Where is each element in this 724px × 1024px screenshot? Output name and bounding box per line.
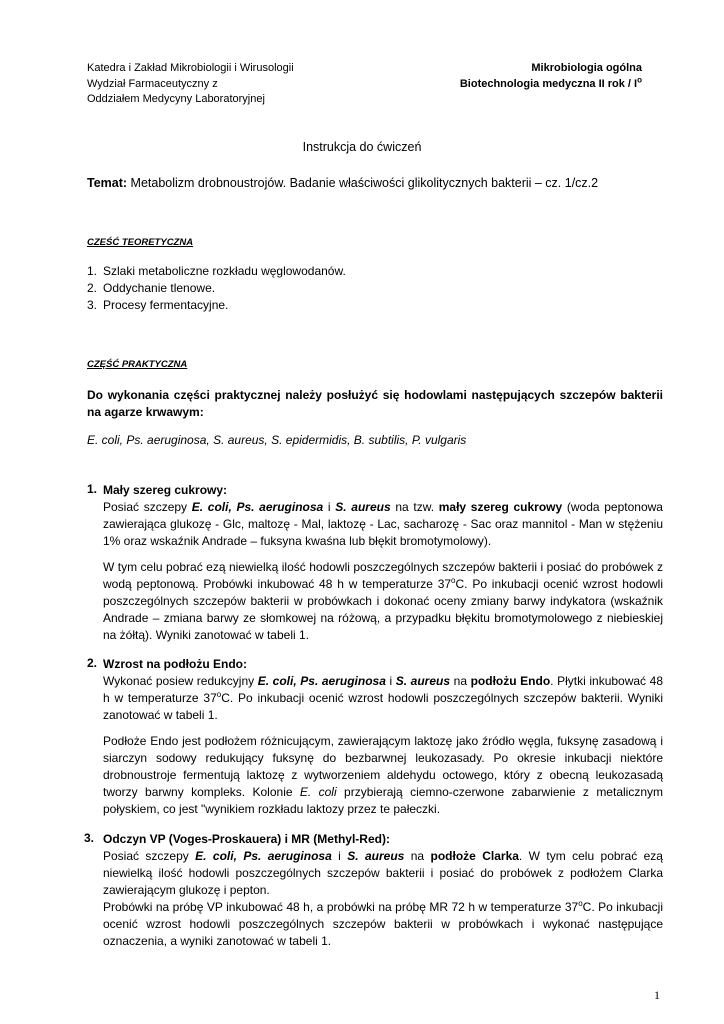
header-left-line2: Wydział Farmaceutyczny z (87, 77, 218, 90)
header-institution (87, 61, 294, 108)
topic-line (87, 176, 598, 190)
item2-number: 2. (87, 656, 98, 670)
item3-heading: Odczyn VP (Voges-Proskauera) i MR (Methyl-Red): (103, 832, 390, 846)
item3-paragraph1: Posiać szczepy E. coli, Ps. aeruginosa i S. aureus na podłoże Clarka. W tym celu pobrać ezą niewielką ilość hodowli poszczególnych szczepów bakterii i posiać do probówek z podłożem Clarka zawierającym glukozę i pepton. (103, 849, 663, 897)
item3-block (103, 831, 663, 950)
header-left-line1: Katedra i Zakład Mikrobiologii i Wirusologii (87, 62, 294, 74)
header-course (460, 61, 642, 92)
page-number: 1 (654, 988, 660, 1002)
list-item: 1. Szlaki metaboliczne rozkładu węglowodanów. (87, 264, 346, 278)
header-right-line1: Mikrobiologia ogólna (531, 62, 642, 74)
page-title: Instrukcja do ćwiczeń (302, 140, 422, 154)
item3-number: 3. (84, 831, 95, 845)
item1-number: 1. (87, 482, 98, 496)
item3-paragraph2: Probówki na próbę VP inkubować 48 h, a probówki na próbę MR 72 h w temperaturze 37$^o$C. Po inkubacji ocenić wzrost hodowli poszczególnych szczepów bakterii w probówkach i wykonać następujące oznaczenia, a wyniki zanotować w tabeli 1. (103, 899, 664, 948)
header-left-line3: Oddziałem Medycyny Laboratoryjnej (87, 93, 265, 105)
theory-list (87, 263, 346, 314)
topic-label: Temat: (87, 176, 128, 190)
item1-heading: Mały szereg cukrowy: (103, 483, 228, 497)
species-list: E. coli, Ps. aeruginosa, S. aureus, S. epidermidis, B. subtilis, P. vulgaris (87, 433, 467, 447)
practice-intro: Do wykonania części praktycznej należy posłużyć się hodowlami następujących szczepów bakterii na agarze krwawym: (87, 388, 663, 419)
item2-block (103, 656, 663, 818)
item1-paragraph1: Posiać szczepy E. coli, Ps. aeruginosa i S. aureus na tzw. mały szereg cukrowy (woda peptonowa zawierająca glukozę - Glc, maltozę - Mal, laktozę - Lac, sacharozę - Sac oraz mannitol - Man w stężeniu 1% oraz wskaźnik Andrade – fuksyna kwaśna lub błękit bromotymolowy). (103, 500, 663, 548)
list-item: 2. Oddychanie tlenowe. (87, 281, 216, 295)
item1-block (103, 482, 663, 644)
header-right-line2: Biotechnologia medyczna II rok / $I^o$ (459, 74, 642, 90)
item1-paragraph2: W tym celu pobrać ezą niewielką ilość hodowli poszczególnych szczepów bakterii i posiać do probówek z wodą peptonową. Probówki inkubować 48 h w temperaturze 37$^o$C. Po inkubacji ocenić wzrost hodowli poszczególnych szczepów bakterii w probówkach i dokonać oceny zmiany barwy indykatora (wskaźnik Andrade – zmiana barwy ze słomkowej na różową, a przypadku błękitu bromotymolowego z niebieskiej na żółtą). Wyniki zanotować w tabeli 1. (103, 560, 663, 642)
list-item: 3. Procesy fermentacyjne. (87, 298, 229, 312)
item2-paragraph1: Wykonać posiew redukcyjny E. coli, Ps. aeruginosa i S. aureus na podłożu Endo. Płytki inkubować 48 h w temperaturze 37$^o$C. Po inkubacji ocenić wzrost hodowli poszczególnych szczepów bakterii. Wyniki zanotować w tabeli 1. (103, 674, 664, 722)
item2-paragraph2: Podłoże Endo jest podłożem różnicującym, zawierającym laktozę jako źródło węgla, fuksynę zasadową i siarczyn sodowy redukujący fuksynę do bezbarwnej leukozasady. Po okresie inkubacji niektóre drobnoustroje fermentują laktozę z wytworzeniem aldehydu octowego, który z obecną leukozasadą tworzy barwny kompleks. Kolonie E. coli przybierają ciemno-czerwone zabarwienie z metalicznym połyskiem, co jest "wynikiem rozkładu laktozy przez te pałeczki. (103, 734, 663, 816)
practice-heading: CZĘŚĆ PRAKTYCZNA (87, 359, 188, 370)
item2-heading: Wzrost na podłożu Endo: (103, 657, 247, 671)
topic-text: Metabolizm drobnoustrojów. Badanie właściwości glikolitycznych bakterii – cz. 1/cz.2 (127, 176, 599, 190)
theory-heading: CZEŚĆ TEORETYCZNA (87, 237, 194, 248)
